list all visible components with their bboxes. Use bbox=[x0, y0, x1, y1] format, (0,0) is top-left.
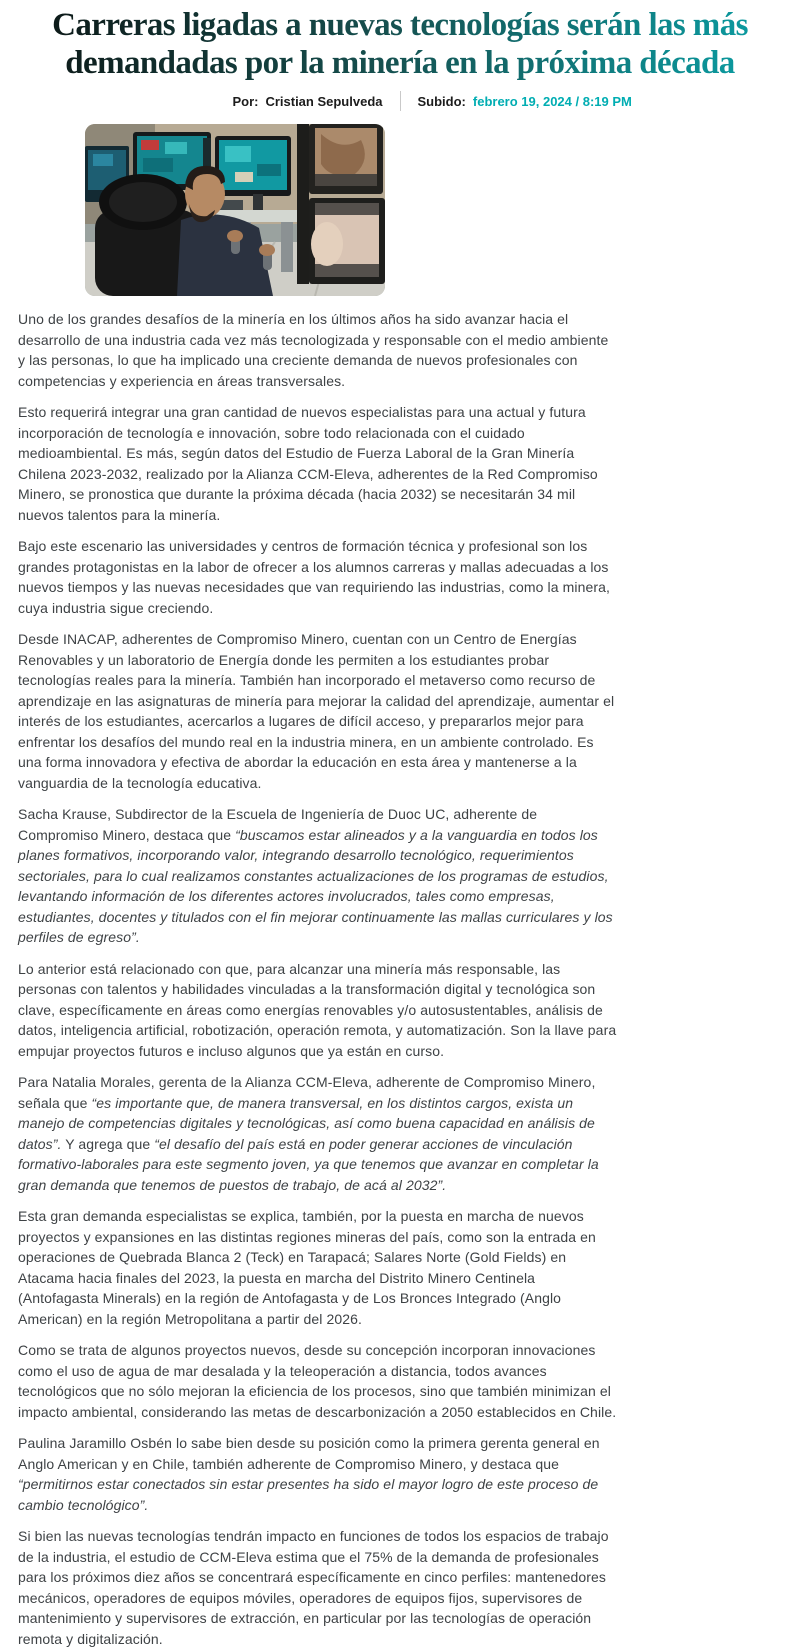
byline-por-label: Por: bbox=[232, 94, 258, 109]
article-paragraph bbox=[18, 1526, 618, 1649]
paragraph-text: Esta gran demanda especialistas se explica, también, por la puesta en marcha de nuevos proyectos y expansiones en las distintas regiones mineras del país, como son la entrada en operaciones de Quebrada Blanca 2 (Teck) en Tarapacá; Salares Norte (Gold Fields) en Atacama hacia finales del 2023, la puesta en marcha del Distrito Minero Centinela (Antofagasta Minerals) en la región de Antofagasta y de Los Bronces Integrado (Anglo American) en la región Metropolitana a partir del 2026. bbox=[18, 1208, 596, 1327]
article-paragraph bbox=[18, 804, 618, 948]
article-paragraph bbox=[18, 1433, 618, 1515]
byline-date-block bbox=[401, 94, 800, 109]
control-room-photo-illustration bbox=[85, 124, 385, 296]
byline-date: febrero 19, 2024 / 8:19 PM bbox=[473, 94, 632, 109]
paragraph-text: Sacha Krause, Subdirector de la Escuela de Ingeniería de Duoc UC, adherente de Compromiso Minero, destaca que bbox=[18, 806, 537, 843]
article-paragraph bbox=[18, 402, 618, 525]
article-paragraph bbox=[18, 536, 618, 618]
paragraph-text: Si bien las nuevas tecnologías tendrán impacto en funciones de todos los espacios de trabajo de la industria, el estudio de CCM-Eleva estima que el 75% de la demanda de profesionales para los próximos diez años se concentrará específicamente en cinco perfiles: mantenedores mecánicos, operadores de equipos móviles, operadores de equipos fijos, supervisores de mantenimiento y supervisores de extracción, en particular por las tecnologías de operación remota y digitalización. bbox=[18, 1528, 609, 1647]
byline-subido-label: Subido: bbox=[418, 94, 466, 109]
page-title bbox=[0, 6, 800, 82]
quote-text: “el desafío del país está en poder generar acciones de vinculación formativo-laborales para este segmento joven, ya que tenemos que avanzar en completar la gran demanda que tenemos de puestos de trabajo, de acá al 2032”. bbox=[18, 1136, 599, 1193]
quote-text: “permitirnos estar conectados sin estar presentes ha sido el mayor logro de este proceso de cambio tecnológico”. bbox=[18, 1476, 598, 1513]
byline bbox=[0, 91, 800, 111]
article-photo bbox=[85, 124, 385, 296]
paragraph-text: Paulina Jaramillo Osbén lo sabe bien desde su posición como la primera gerenta general en Anglo American y en Chile, también adherente de Compromiso Minero, y destaca que bbox=[18, 1435, 600, 1472]
paragraph-text: Bajo este escenario las universidades y centros de formación técnica y profesional son los grandes protagonistas en la labor de ofrecer a los alumnos carreras y mallas adecuadas a los nuevos tiempos y las nuevas necesidades que van requiriendo las industrias, como la minera, cuya industria sigue creciendo. bbox=[18, 538, 610, 616]
article-paragraph bbox=[18, 1340, 618, 1422]
paragraph-text: Como se trata de algunos proyectos nuevos, desde su concepción incorporan innovaciones como el uso de agua de mar desalada y la teleoperación a distancia, todos avances tecnológicos que no sólo mejoran la eficiencia de los procesos, sino que también minimizan el impacto ambiental, considerando las metas de descarbonización a 2050 establecidos en Chile. bbox=[18, 1342, 616, 1420]
paragraph-text: Para Natalia Morales, gerenta de la Alianza CCM-Eleva, adherente de Compromiso Minero, señala que bbox=[18, 1074, 595, 1111]
article-body bbox=[18, 309, 618, 1649]
page-title-line-2: demandadas por la minería en la próxima década bbox=[0, 44, 800, 82]
paragraph-text: Esto requerirá integrar una gran cantidad de nuevos especialistas para una actual y futura incorporación de tecnología e innovación, sobre todo relacionada con el cuidado medioambiental. Es más, según datos del Estudio de Fuerza Laboral de la Gran Minería Chilena 2023-2032, realizado por la Alianza CCM-Eleva, adherentes de la Red Compromiso Minero, se pronostica que durante la próxima década (hacia 2032) se necesitarán 34 mil nuevos talentos para la minería. bbox=[18, 404, 598, 523]
quote-text: “es importante que, de manera transversal, en los distintos cargos, exista un manejo de competencias digitales y tecnológicas, así como buena capacidad en análisis de datos”. bbox=[18, 1095, 595, 1152]
byline-author-name: Cristian Sepulveda bbox=[265, 94, 382, 109]
paragraph-text: Desde INACAP, adherentes de Compromiso Minero, cuentan con un Centro de Energías Renovables y un laboratorio de Energía donde les permiten a los estudiantes probar tecnologías reales para la minería. También han incorporado el metaverso como recurso de aprendizaje en las asignaturas de minería para mejorar la calidad del aprendizaje, aumentar el interés de los estudiantes, acercarlos a lugares de difícil acceso, y prepararlos mejor para enfrentar los desafíos del mundo real en la industria minera, en un ambiente controlado. Es una forma innovadora y efectiva de abordar la educación en esta área y mantenerse a la vanguardia de la tecnología educativa. bbox=[18, 631, 614, 791]
article-paragraph bbox=[18, 629, 618, 793]
paragraph-text: Uno de los grandes desafíos de la minería en los últimos años ha sido avanzar hacia el desarrollo de una industria cada vez más tecnologizada y responsable con el medio ambiente y las personas, lo que ha implicado una creciente demanda de nuevos profesionales con competencias y experiencia en áreas transversales. bbox=[18, 311, 608, 389]
paragraph-text: Y agrega que bbox=[62, 1136, 155, 1152]
article-paragraph bbox=[18, 1206, 618, 1329]
article-paragraph bbox=[18, 309, 618, 391]
quote-text: “buscamos estar alineados y a la vanguardia en todos los planes formativos, incorporando valor, integrando desarrollo tecnológico, requerimientos sectoriales, para lo cual realizamos constantes actualizaciones de los programas de estudios, levantando información de los diferentes actores involucrados, tales como empresas, estudiantes, docentes y titulados con el fin mejorar continuamente las mallas curriculares y los perfiles de egreso”. bbox=[18, 827, 613, 946]
article-paragraph bbox=[18, 1072, 618, 1195]
article-paragraph bbox=[18, 959, 618, 1062]
paragraph-text: Lo anterior está relacionado con que, para alcanzar una minería más responsable, las personas con talentos y habilidades vinculadas a la transformación digital y tecnológica son clave, específicamente en áreas como energías renovables y/o autosustentables, análisis de datos, inteligencia artificial, robotización, operación remota, y automatización. Son la llave para empujar proyectos futuros e incluso algunos que ya están en curso. bbox=[18, 961, 616, 1059]
byline-author-block bbox=[0, 94, 400, 109]
page-title-line-1: Carreras ligadas a nuevas tecnologías serán las más bbox=[0, 6, 800, 44]
